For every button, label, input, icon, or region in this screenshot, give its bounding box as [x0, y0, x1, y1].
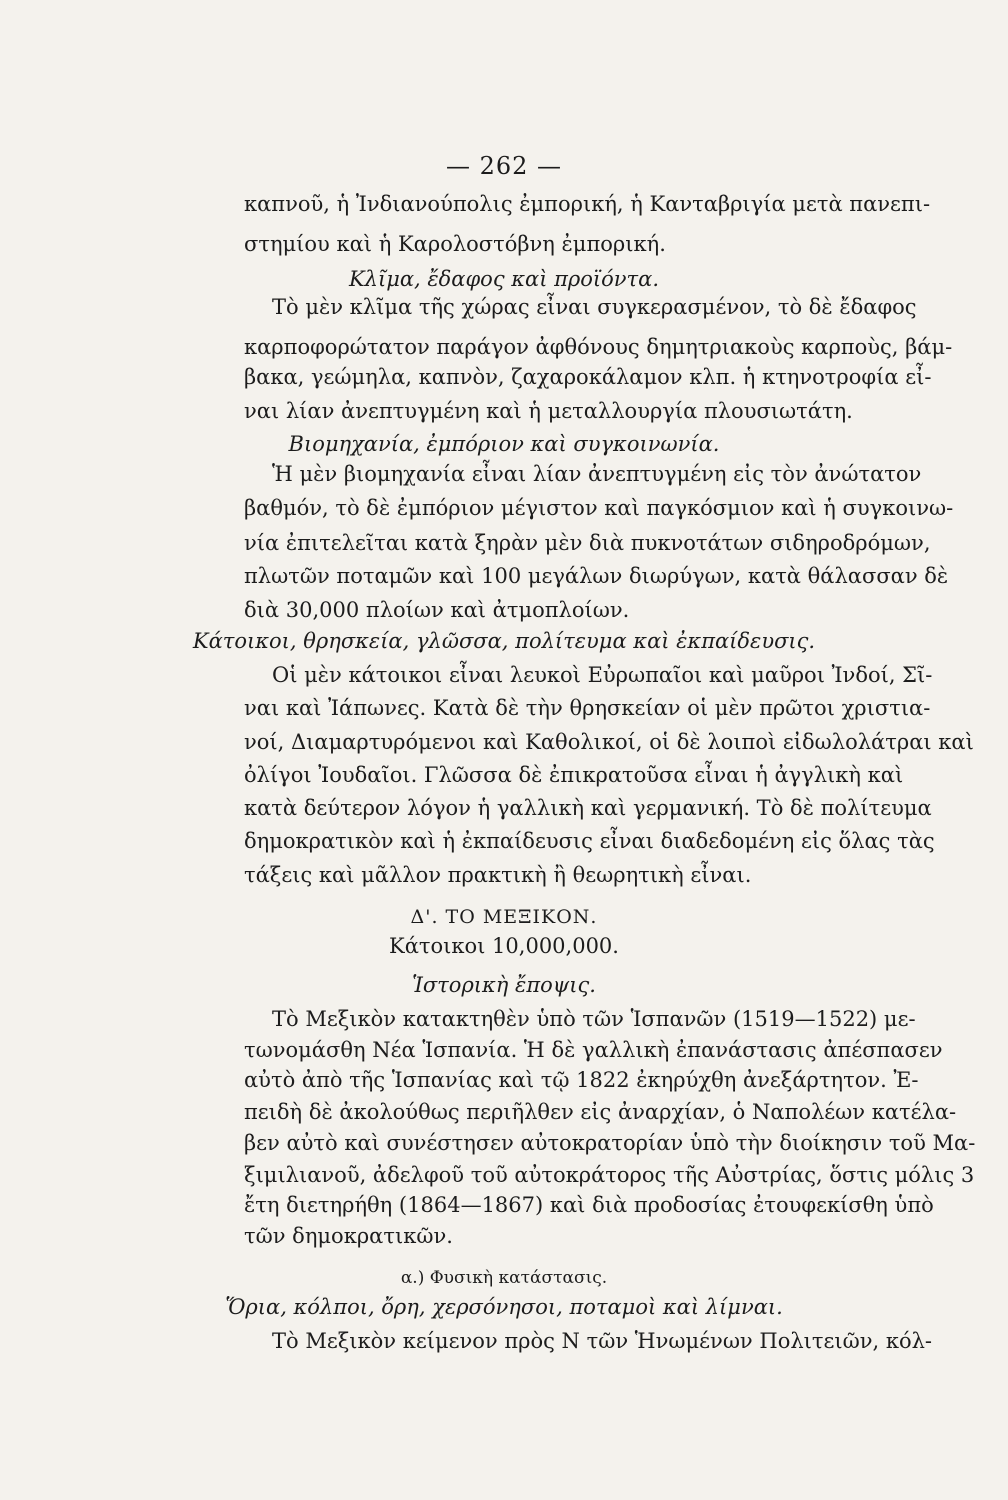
section-heading: Βιομηχανία, ἐμπόριον καὶ συγκοινωνία.	[288, 432, 720, 456]
text-line: διὰ 30,000 πλοίων καὶ ἀτμοπλοίων.	[244, 598, 630, 622]
text-line: Τὸ Μεξικὸν κατακτηθὲν ὑπὸ τῶν Ἱσπανῶν (1519—1522) με-	[272, 1007, 916, 1031]
text-line: τῶν δημοκρατικῶν.	[244, 1224, 453, 1248]
text-line: πειδὴ δὲ ἀκολούθως περιῆλθεν εἰς ἀναρχίαν, ὁ Ναπολέων κατέλα-	[244, 1100, 957, 1124]
text-line: δημοκρατικὸν καὶ ἡ ἐκπαίδευσις εἶναι διαδεδομένη εἰς ὅλας τὰς	[244, 829, 935, 853]
text-line: αὐτὸ ἀπὸ τῆς Ἱσπανίας καὶ τῷ 1822 ἐκηρύχθη ἀνεξάρτητον. Ἐ-	[244, 1068, 919, 1092]
chapter-heading: Δ'. ΤΟ ΜΕΞΙΚΟΝ.	[410, 906, 598, 928]
section-heading: Ἱστορικὴ ἔποψις.	[412, 973, 596, 997]
text-line: κατὰ δεύτερον λόγον ἡ γαλλικὴ καὶ γερμανική. Τὸ δὲ πολίτευμα	[244, 796, 932, 820]
text-line: Τὸ μὲν κλῖμα τῆς χώρας εἶναι συγκερασμένον, τὸ δὲ ἔδαφος	[272, 295, 917, 319]
text-line: νία ἐπιτελεῖται κατὰ ξηρὰν μὲν διὰ πυκνοτάτων σιδηροδρόμων,	[244, 531, 931, 555]
text-line: ναι λίαν ἀνεπτυγμένη καὶ ἡ μεταλλουργία πλουσιωτάτη.	[244, 399, 853, 423]
text-line: τωνομάσθη Νέα Ἱσπανία. Ἡ δὲ γαλλικὴ ἐπανάστασις ἀπέσπασεν	[244, 1038, 943, 1062]
text-line: Οἱ μὲν κάτοικοι εἶναι λευκοὶ Εὐρωπαῖοι καὶ μαῦροι Ἰνδοί, Σῖ-	[272, 663, 933, 687]
text-line: στημίου καὶ ἡ Καρολοστόβνη ἐμπορική.	[244, 232, 666, 256]
text-line: βακα, γεώμηλα, καπνὸν, ζαχαροκάλαμον κλπ. ἡ κτηνοτροφία εἶ-	[244, 365, 932, 389]
section-heading: Ὅρια, κόλποι, ὄρη, χερσόνησοι, ποταμοὶ καὶ λίμναι.	[225, 1295, 783, 1319]
text-line: Τὸ Μεξικὸν κείμενον πρὸς Ν τῶν Ἡνωμένων Πολιτειῶν, κόλ-	[272, 1329, 933, 1353]
text-line: καρποφορώτατον παράγον ἀφθόνους δημητριακοὺς καρποὺς, βάμ-	[244, 335, 953, 359]
section-heading: Κάτοικοι, θρησκεία, γλῶσσα, πολίτευμα καὶ ἐκπαίδευσις.	[192, 629, 816, 653]
population-line: Κάτοικοι 10,000,000.	[389, 934, 619, 958]
text-line: βαθμόν, τὸ δὲ ἐμπόριον μέγιστον καὶ παγκόσμιον καὶ ἡ συγκοινω-	[244, 496, 954, 520]
page-number: — 262 —	[445, 152, 563, 180]
text-line: πλωτῶν ποταμῶν καὶ 100 μεγάλων διωρύγων, κατὰ θάλασσαν δὲ	[244, 564, 949, 588]
text-line: τάξεις καὶ μᾶλλον πρακτικὴ ἢ θεωρητικὴ εἶναι.	[244, 863, 752, 887]
text-line: Ἡ μὲν βιομηχανία εἶναι λίαν ἀνεπτυγμένη εἰς τὸν ἀνώτατον	[272, 462, 922, 486]
text-line: ξιμιλιανοῦ, ἀδελφοῦ τοῦ αὐτοκράτορος τῆς Αὐστρίας, ὅστις μόλις 3	[244, 1163, 975, 1187]
subsection-heading: α.) Φυσικὴ κατάστασις.	[400, 1268, 608, 1288]
text-line: βεν αὐτὸ καὶ συνέστησεν αὐτοκρατορίαν ὑπὸ τὴν διοίκησιν τοῦ Μα-	[244, 1131, 976, 1155]
text-line: ὀλίγοι Ἰουδαῖοι. Γλῶσσα δὲ ἐπικρατοῦσα εἶναι ἡ ἀγγλικὴ καὶ	[244, 763, 904, 787]
text-line: ναι καὶ Ἰάπωνες. Κατὰ δὲ τὴν θρησκείαν οἱ μὲν πρῶτοι χριστια-	[244, 696, 931, 720]
text-line: καπνοῦ, ἡ Ἰνδιανούπολις ἐμπορική, ἡ Κανταβριγία μετὰ πανεπι-	[244, 192, 931, 216]
section-heading: Κλῖμα, ἔδαφος καὶ προϊόντα.	[348, 267, 660, 291]
text-line: ἔτη διετηρήθη (1864—1867) καὶ διὰ προδοσίας ἐτουφεκίσθη ὑπὸ	[244, 1193, 934, 1217]
text-line: νοί, Διαμαρτυρόμενοι καὶ Καθολικοί, οἱ δὲ λοιποὶ εἰδωλολάτραι καὶ	[244, 730, 974, 754]
